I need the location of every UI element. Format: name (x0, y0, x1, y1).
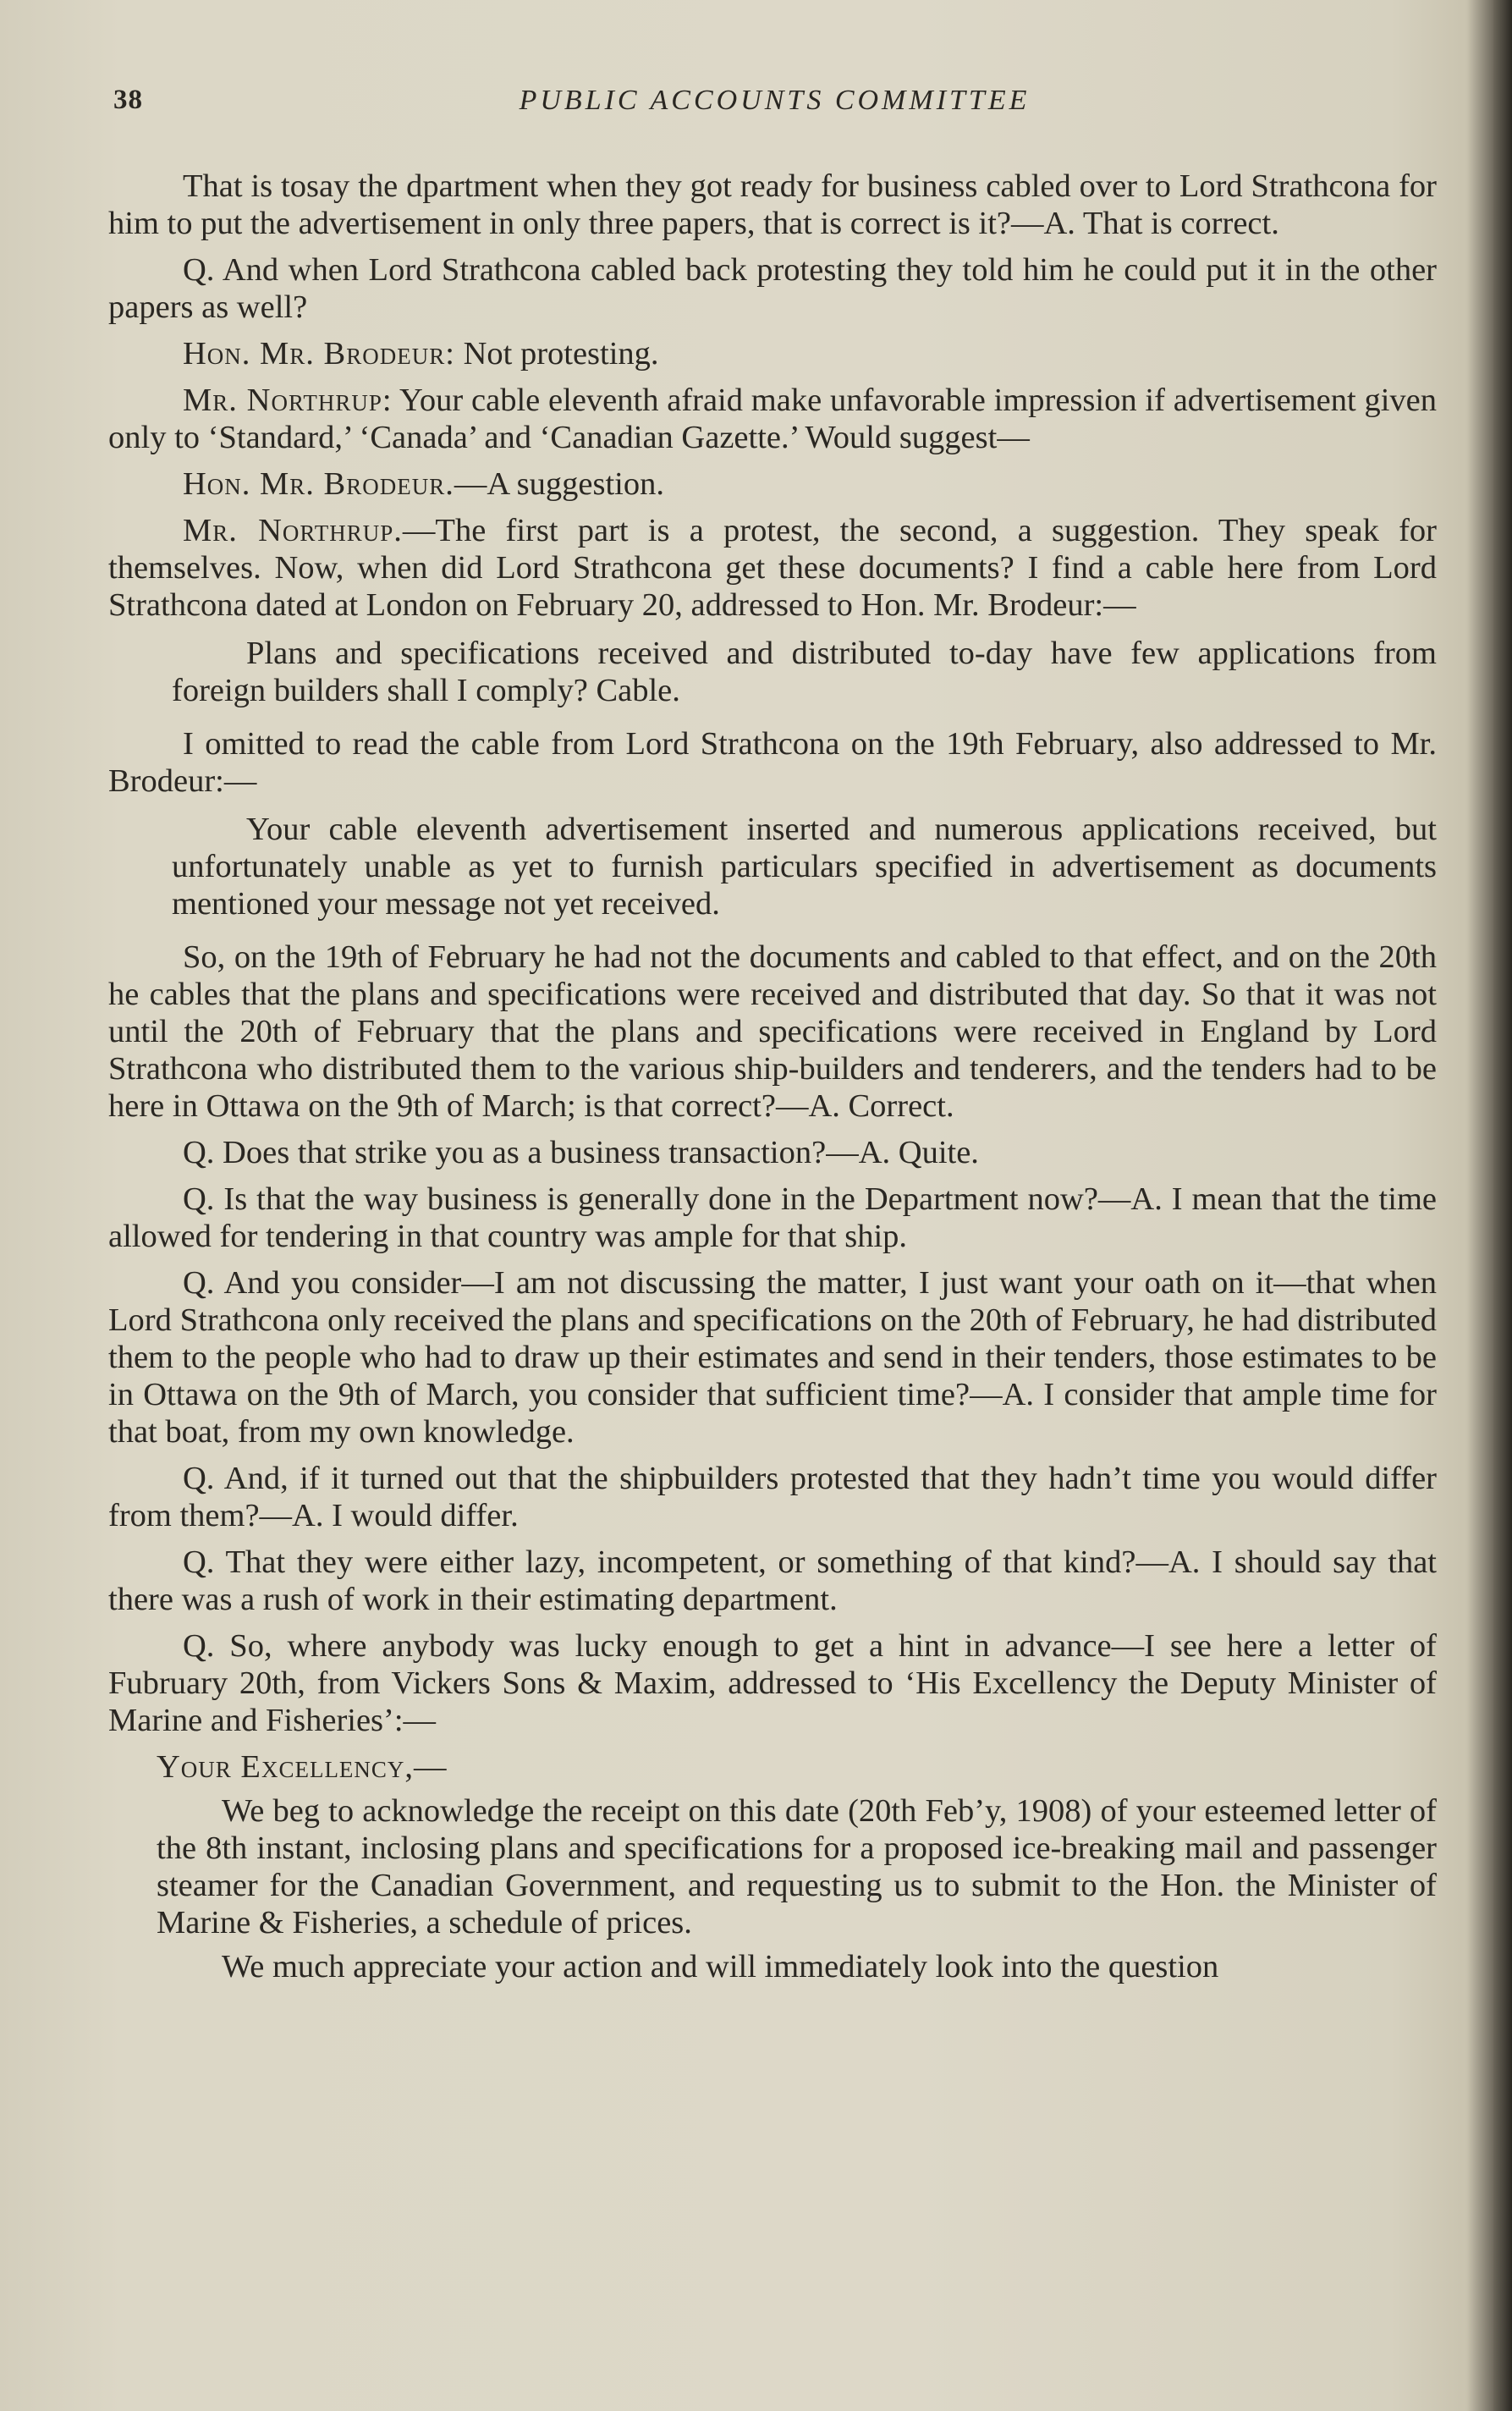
page-number: 38 (113, 85, 143, 115)
quoted-cable-1: Plans and specifications received and distributed to-day have few applications from foreign builders shall I comply? Cable. (172, 636, 1437, 708)
paragraph-9: Q. Does that strike you as a business transaction?—A. Quite. (183, 1135, 979, 1170)
letter-paragraph-2: We much appreciate your action and will immediately look into the question (222, 1949, 1219, 1984)
letter-paragraph-1: We beg to acknowledge the receipt on this date (20th Feb’y, 1908) of your esteemed letter of the 8th instant, inclosing plans and specifications for a proposed ice-breaking mail and passenger steamer for the Canadian Government, and requesting us to submit to the Hon. the Minister of Marine & Fisheries, a schedule of prices. (157, 1793, 1437, 1940)
paragraph-10: Q. Is that the way business is generally done in the Department now?—A. I mean that the time allowed for tendering in that country was ample for that ship. (108, 1181, 1437, 1254)
speaker-name: Mr. Northrup. (183, 513, 403, 548)
speaker-name: Hon. Mr. Brodeur. (183, 466, 454, 502)
speaker-text: Your cable eleventh afraid make unfavorable impression if advertisement given only to ‘Standard,’ ‘Canada’ and ‘Canadian Gazette.’ Would suggest— (108, 383, 1437, 455)
paragraph-11: Q. And you consider—I am not discussing the matter, I just want your oath on it—that when Lord Strathcona only received the plans and specifications on the 20th of February, he had distributed them to the people who had to draw up their estimates and send in their tenders, those estimates to be in Ottawa on the 9th of March, you consider that sufficient time?—A. I consider that ample time for that boat, from my own knowledge. (108, 1265, 1437, 1450)
paragraph-12: Q. And, if it turned out that the shipbuilders protested that they hadn’t time you would differ from them?—A. I would differ. (108, 1461, 1437, 1533)
speaker-name: Mr. Northrup: (183, 383, 393, 418)
body-text (108, 168, 1437, 1992)
paragraph-8: So, on the 19th of February he had not the documents and cabled to that effect, and on the 20th he cables that the plans and specifications were received and distributed that day. So that it was not until the 20th of February that the plans and specifications were received in England by Lord Strathcona who distributed them to the various ship-builders and tenderers, and the tenders had to be here in Ottawa on the 9th of March; is that correct?—A. Correct. (108, 939, 1437, 1124)
paragraph-5 (108, 465, 1437, 503)
paragraph-14: Q. So, where anybody was lucky enough to get a hint in advance—I see here a letter of Fubruary 20th, from Vickers Sons & Maxim, addressed to ‘His Excellency the Deputy Minister of Marine and Fisheries’:— (108, 1628, 1437, 1738)
running-title: PUBLIC ACCOUNTS COMMITTEE (519, 85, 1031, 116)
binding-edge (1493, 0, 1512, 2411)
paragraph-4 (108, 382, 1437, 456)
quoted-cable-2: Your cable eleventh advertisement inserted and numerous applications received, but unfortunately unable as yet to furnish particulars specified in advertisement as documents mentioned your message not yet received. (172, 812, 1437, 922)
paragraph-13: Q. That they were either lazy, incompetent, or something of that kind?—A. I should say that there was a rush of work in their estimating department. (108, 1544, 1437, 1617)
letter-salutation: Your Excellency,— (157, 1749, 448, 1785)
page-header (113, 85, 1436, 127)
speaker-text: —A suggestion. (454, 466, 664, 502)
paragraph-7: I omitted to read the cable from Lord Strathcona on the 19th February, also addressed to Mr. Brodeur:— (108, 726, 1437, 799)
paragraph-6 (108, 512, 1437, 624)
paragraph-2: Q. And when Lord Strathcona cabled back protesting they told him he could put it in the other papers as well? (108, 252, 1437, 325)
paragraph-1: That is tosay the dpartment when they got ready for business cabled over to Lord Strathcona for him to put the advertisement in only three papers, that is correct is it?—A. That is correct. (108, 168, 1437, 241)
paragraph-3 (108, 335, 1437, 372)
speaker-text: Not protesting. (463, 336, 659, 372)
speaker-text: —The first part is a protest, the second, a suggestion. They speak for themselves. Now, when did Lord Strathcona get these documents? I find a cable here from Lord Strathcona dated at London on February 20, addressed to Hon. Mr. Brodeur:— (108, 513, 1437, 623)
speaker-name: Hon. Mr. Brodeur: (183, 336, 455, 372)
